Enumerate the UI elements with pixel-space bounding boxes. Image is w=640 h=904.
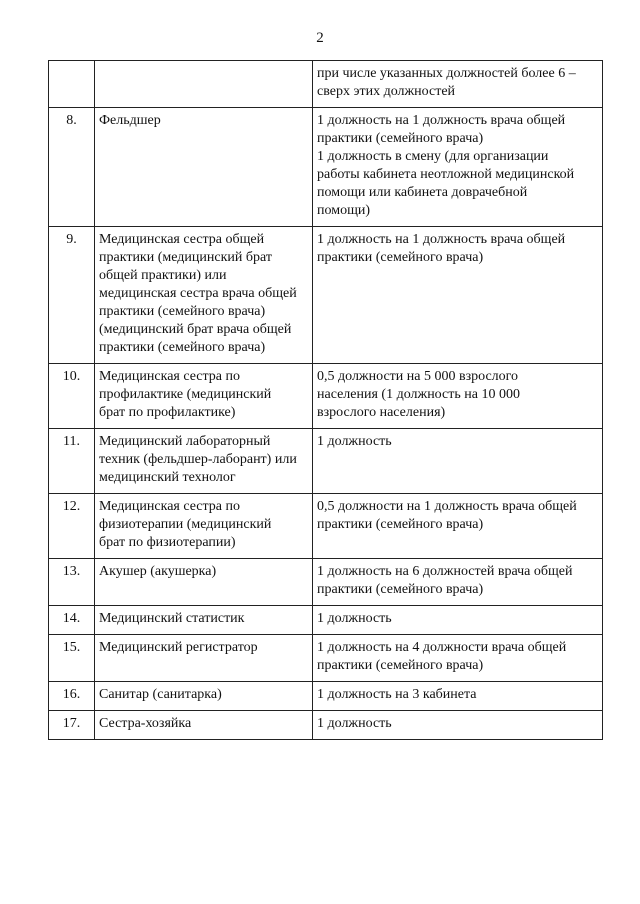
staffing-norm-cell: [313, 711, 603, 740]
position-title-line: брат по физиотерапии): [99, 535, 236, 550]
staffing-norm-line: 0,5 должности на 5 000 взрослого: [317, 369, 519, 384]
staffing-norm-cell: [313, 108, 603, 227]
position-title-cell: [95, 108, 313, 227]
staffing-norm-cell: [313, 61, 603, 108]
table-row: [49, 364, 603, 429]
table-row: [49, 606, 603, 635]
position-title-cell: [95, 711, 313, 740]
table-row: [49, 108, 603, 227]
staffing-norm-cell: [313, 559, 603, 606]
position-title-line: медицинская сестра врача общей: [99, 286, 297, 301]
staffing-norm-line: помощи): [317, 203, 371, 218]
position-title-line: Фельдшер: [99, 113, 161, 128]
position-title-cell: [95, 635, 313, 682]
staffing-norm-line: 1 должность: [317, 611, 392, 626]
row-number: 15.: [49, 635, 95, 682]
staffing-norm-cell: [313, 635, 603, 682]
row-number: 8.: [49, 108, 95, 227]
staffing-norm-cell: [313, 494, 603, 559]
table-row: [49, 635, 603, 682]
staffing-norm-line: 1 должность на 1 должность врача общей: [317, 232, 566, 247]
position-title-line: физиотерапии (медицинский: [99, 517, 272, 532]
staffing-norm-line: работы кабинета неотложной медицинской: [317, 167, 575, 182]
position-title-line: техник (фельдшер-лаборант) или: [99, 452, 297, 467]
position-title-cell: [95, 606, 313, 635]
staffing-norm-line: 0,5 должности на 1 должность врача общей: [317, 499, 577, 514]
row-number: 13.: [49, 559, 95, 606]
position-title-line: медицинский технолог: [99, 470, 236, 485]
staffing-norm-line: практики (семейного врача): [317, 250, 484, 265]
staffing-norm-line: 1 должность: [317, 716, 392, 731]
staffing-table-body: [49, 61, 603, 740]
staffing-norm-line: 1 должность: [317, 434, 392, 449]
staffing-norm-line: при числе указанных должностей более 6 –: [317, 66, 576, 81]
staffing-norm-cell: [313, 682, 603, 711]
staffing-norm-line: населения (1 должность на 10 000: [317, 387, 520, 402]
staffing-norm-line: сверх этих должностей: [317, 84, 456, 99]
staffing-norm-line: практики (семейного врача): [317, 517, 484, 532]
table-row: [49, 559, 603, 606]
staffing-norm-line: 1 должность на 3 кабинета: [317, 687, 477, 702]
position-title-line: Медицинская сестра по: [99, 369, 240, 384]
staffing-table: [48, 60, 603, 740]
row-number: 10.: [49, 364, 95, 429]
position-title-line: практики (семейного врача): [99, 340, 266, 355]
row-number: 17.: [49, 711, 95, 740]
staffing-norm-line: практики (семейного врача): [317, 131, 484, 146]
position-title-line: практики (медицинский брат: [99, 250, 272, 265]
position-title-line: Медицинский лабораторный: [99, 434, 271, 449]
staffing-norm-line: 1 должность на 6 должностей врача общей: [317, 564, 573, 579]
row-number: 12.: [49, 494, 95, 559]
position-title-line: брат по профилактике): [99, 405, 236, 420]
staffing-norm-line: 1 должность на 1 должность врача общей: [317, 113, 566, 128]
row-number: 9.: [49, 227, 95, 364]
position-title-cell: [95, 494, 313, 559]
table-row: [49, 494, 603, 559]
table-row: [49, 429, 603, 494]
position-title-line: Медицинский регистратор: [99, 640, 258, 655]
position-title-line: практики (семейного врача): [99, 304, 266, 319]
position-title-line: Акушер (акушерка): [99, 564, 217, 579]
position-title-line: профилактике (медицинский: [99, 387, 272, 402]
table-row: [49, 61, 603, 108]
position-title-cell: [95, 61, 313, 108]
position-title-cell: [95, 682, 313, 711]
table-row: [49, 227, 603, 364]
staffing-norm-cell: [313, 227, 603, 364]
staffing-norm-cell: [313, 429, 603, 494]
position-title-line: Медицинская сестра по: [99, 499, 240, 514]
position-title-cell: [95, 429, 313, 494]
position-title-line: Медицинская сестра общей: [99, 232, 265, 247]
table-row: [49, 711, 603, 740]
position-title-line: Сестра-хозяйка: [99, 716, 192, 731]
position-title-cell: [95, 364, 313, 429]
row-number: 11.: [49, 429, 95, 494]
position-title-line: Медицинский статистик: [99, 611, 245, 626]
staffing-norm-cell: [313, 606, 603, 635]
page-number: 2: [316, 30, 324, 46]
row-number: 16.: [49, 682, 95, 711]
position-title-cell: [95, 559, 313, 606]
staffing-norm-line: 1 должность на 4 должности врача общей: [317, 640, 567, 655]
staffing-norm-line: практики (семейного врача): [317, 658, 484, 673]
table-row: [49, 682, 603, 711]
position-title-line: (медицинский брат врача общей: [99, 322, 292, 337]
staffing-norm-cell: [313, 364, 603, 429]
position-title-line: общей практики) или: [99, 268, 227, 283]
row-number: 14.: [49, 606, 95, 635]
staffing-norm-line: помощи или кабинета доврачебной: [317, 185, 528, 200]
row-number: [49, 61, 95, 108]
staffing-norm-line: практики (семейного врача): [317, 582, 484, 597]
staffing-norm-line: взрослого населения): [317, 405, 446, 420]
position-title-line: Санитар (санитарка): [99, 687, 222, 702]
staffing-norm-line: 1 должность в смену (для организации: [317, 149, 549, 164]
position-title-cell: [95, 227, 313, 364]
